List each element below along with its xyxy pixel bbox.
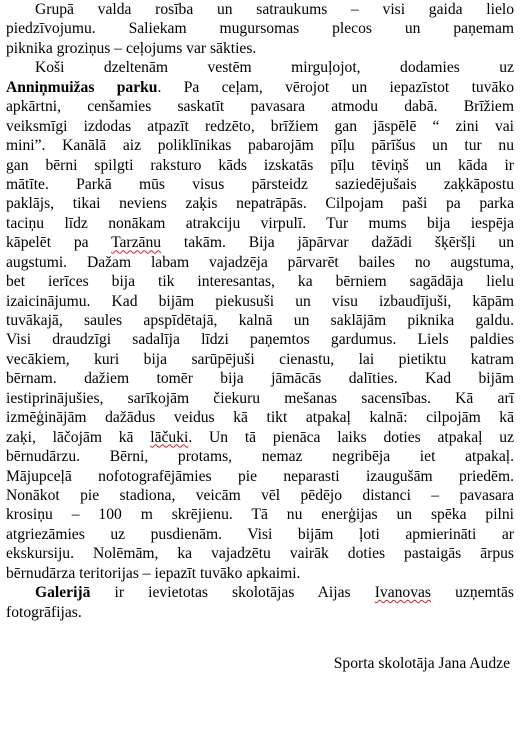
text-line	[6, 136, 514, 155]
text-segment: krosiņu – 100 m skrējienu. Tā nu enerģijas un spēka pilni	[6, 506, 514, 524]
text-segment: kāpelēt pa	[6, 234, 112, 252]
text-line	[6, 156, 514, 175]
text-segment: atgriezāmies uz pusdienām. Visi bijām ļoti apmierināti ar	[6, 525, 514, 543]
text-line	[6, 603, 514, 622]
text-segment: izmēģinājām dažādus veidus kā tikt atpakaļ kalnā: cilpojām kā	[6, 409, 514, 427]
text-segment: bērnam. dažiem tomēr bija jāmācās dalīties. Kad bijām	[6, 370, 514, 388]
signature: Sporta skolotāja Jana Audze	[333, 655, 510, 672]
text-segment: piknika groziņus – ceļojums var sākties.	[6, 39, 257, 57]
text-line	[6, 0, 514, 19]
text-segment: . Un tā pienāca laiks doties atpakaļ uz	[188, 428, 514, 446]
text-line	[6, 564, 514, 583]
text-line	[6, 253, 514, 272]
text-segment: bērnudārzu. Bērni, protams, nemaz negribēja iet atpakaļ.	[6, 448, 514, 466]
text-segment: Visi draudzīgi sadalīja līdzi paņemtos gardumus. Liels paldies	[6, 331, 514, 349]
text-segment: gan bērni spilgti raksturo kāds izskatās pīļu tēviņš un kāda ir	[6, 156, 514, 174]
text-segment: augstumi. Dažam labam vajadzēja pārvarēt bailes no augstuma,	[6, 253, 514, 271]
text-line	[6, 214, 514, 233]
text-segment: vecākiem, kuri bija sarūpējuši cienastu, lai pietiktu katram	[6, 350, 514, 368]
text-line	[6, 408, 514, 427]
text-segment: izaicinājumu. Kad bijām piekusuši un visu izbaudījuši, kāpām	[6, 292, 514, 310]
text-line	[6, 467, 514, 486]
text-segment: uzņemtās	[431, 584, 514, 602]
article-text	[6, 0, 514, 622]
text-line	[6, 486, 514, 505]
text-line	[6, 330, 514, 349]
text-segment: taciņu līdz nonākam atrakciju virpulī. Tur mums bija iespēja	[6, 214, 514, 232]
text-line	[6, 78, 514, 97]
text-segment: zaķi, lāčojām kā	[6, 428, 151, 446]
text-line	[6, 505, 514, 524]
text-segment: Mājupceļā nofotografējāmies pie neparasti izaugušām priedēm.	[6, 467, 514, 485]
text-segment: paklājs, tikai neviens zaķis nepatrāpās. Cilpojam paši pa parka	[6, 195, 514, 213]
text-segment: piedzīvojumu. Saliekam mugursomas plecos un paņemam	[6, 20, 514, 38]
spellcheck-word: lāčuki	[150, 428, 189, 446]
text-line	[6, 58, 514, 77]
text-segment: bet ierīces bija tik interesantas, ka bērniem sagādāja lielu	[6, 273, 514, 291]
text-line	[6, 389, 514, 408]
text-segment: iestiprinājušies, sarīkojām čiekuru mešanas sacensības. Kā arī	[6, 389, 514, 407]
text-segment: Nonākot pie stadiona, veicām vēl pēdējo distanci – pavasara	[6, 486, 514, 504]
paragraph	[6, 58, 514, 583]
bold-text: Anniņmuižas parku	[6, 78, 158, 96]
text-segment: takām. Bija jāpārvar dažādi šķēršļi un	[161, 234, 514, 252]
text-segment: tuvākajā, saules apspīdētajā, kalnā un saklājām piknika galdu.	[6, 312, 514, 329]
bold-text: Galerijā	[35, 584, 91, 602]
text-line	[6, 369, 514, 388]
text-line	[6, 311, 514, 330]
text-line	[6, 97, 514, 116]
text-line	[6, 583, 514, 602]
text-segment: ekskursiju. Nolēmām, ka vajadzētu vairāk doties pastaigās ārpus	[6, 545, 514, 563]
paragraph	[6, 0, 514, 58]
text-line	[6, 175, 514, 194]
text-segment: Koši dzeltenām vestēm mirguļojot, dodamies uz	[35, 59, 514, 77]
text-line	[6, 194, 514, 213]
text-segment: Grupā valda rosība un satraukums – visi gaida lielo	[35, 1, 514, 18]
spellcheck-word: Ivanovas	[374, 584, 431, 602]
text-segment: mini”. Kanālā aiz poliklīnikas pabarojām pīļu pārīšus un tur nu	[6, 137, 514, 155]
text-line	[6, 233, 514, 252]
text-line	[6, 272, 514, 291]
text-line	[6, 350, 514, 369]
text-segment: veiksmīgi izdodas atpazīt redzēto, brīžiem gan jāspēlē “ zini vai	[6, 117, 514, 135]
text-line	[6, 292, 514, 311]
paragraph	[6, 583, 514, 622]
document-body	[6, 0, 514, 673]
text-line	[6, 117, 514, 136]
text-segment: fotogrāfijas.	[6, 603, 82, 621]
text-segment: mātīte. Parkā mūs visus pārsteidz saziedējušais zaķkāpostu	[6, 175, 514, 193]
text-line	[6, 428, 514, 447]
text-line	[6, 39, 514, 58]
text-segment: ir ievietotas skolotājas Aijas	[90, 584, 375, 602]
text-segment: bērnudārza teritorijas – iepazīt tuvāko apkaimi.	[6, 564, 301, 582]
text-line	[6, 19, 514, 38]
text-line	[6, 525, 514, 544]
spellcheck-word: Tarzānu	[111, 234, 162, 252]
text-line	[6, 447, 514, 466]
text-line	[6, 544, 514, 563]
text-segment: apkārtni, cenšamies saskatīt pavasara atmodu dabā. Brīžiem	[6, 98, 514, 116]
text-segment: . Pa ceļam, vērojot un iepazīstot tuvāko	[157, 78, 515, 96]
